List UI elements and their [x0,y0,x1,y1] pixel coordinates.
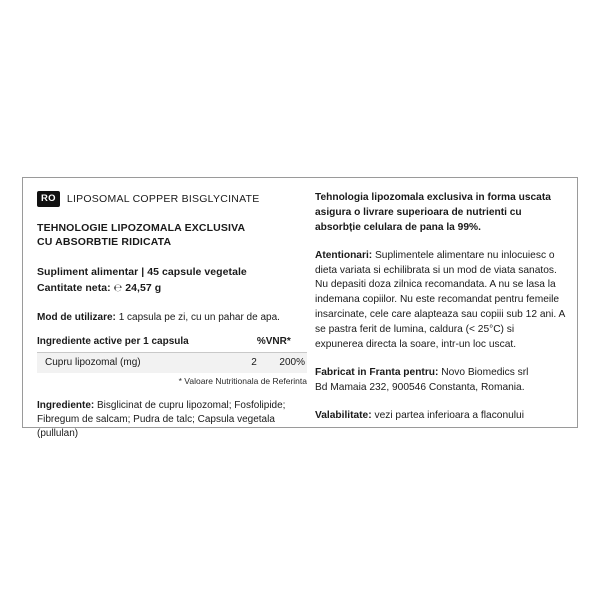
cell-ingredient-vnr: 200% [257,353,307,374]
supplement-format-line: Supliment alimentar | 45 capsule vegetale [37,266,247,279]
usage-label: Mod de utilizare: [37,312,116,324]
technology-paragraph: Tehnologia lipozomala exclusiva in forma uscata asigura o livrare superioara de nutrienti cu absorbție celulara de pana la 99%. [315,192,551,233]
nutrition-table-body [37,353,307,374]
net-quantity-value: 24,57 g [125,281,162,294]
manufacturer-block [315,366,565,396]
usage-directions [37,311,307,325]
product-title-row [37,191,307,207]
column-header-amount [249,336,257,353]
net-quantity-line [37,281,307,297]
nutrition-table [37,336,307,373]
ingredients-label: Ingrediente: [37,400,95,412]
ingredients-section [37,399,307,442]
warnings-text: Suplimentele alimentare nu inlocuiesc o dieta variata si echilibrata si un mod de viata sanatos. Nu depasiti doza zilnica recomandata. A nu se lasa la indemana copiilor. Nu este recomandat pentru femeile insarcinate, cele care alapteaza sau copiii sub 12 ani. A se pastra ferit de lumina, caldura (< 25°C) si expunerea directa la soare, intr-un loc uscat. [315,249,565,351]
ingredients-text: Bisglicinat de cupru lipozomal; Fosfolipide; Fibregum de salcam; Pudra de talc; Capsula vegetala (pullulan) [37,400,286,440]
usage-text: 1 capsula pe zi, cu un pahar de apa. [118,312,280,324]
nutrition-table-head [37,336,307,353]
label-left-column [23,178,315,440]
column-header-ingredient: Ingrediente active per 1 capsula [37,336,249,353]
product-tagline [37,221,307,251]
country-code-badge: RO [37,191,60,207]
table-row [37,353,307,374]
column-header-vnr: %VNR* [257,336,307,353]
cell-ingredient-name: Cupru lipozomal (mg) [37,353,249,374]
vnr-footnote: * Valoare Nutritionala de Referinta [178,376,307,387]
validity-block [315,409,565,424]
estimated-sign-icon: ℮ [113,282,123,294]
package-info [37,265,307,296]
cell-ingredient-amount: 2 [249,353,257,374]
warnings-label: Atentionari: [315,249,373,261]
manufacturer-label: Fabricat in Franta pentru: [315,366,439,378]
validity-label: Valabilitate: [315,409,372,421]
label-right-column [315,178,577,427]
net-quantity-label: Cantitate neta: [37,281,111,294]
validity-text: vezi partea inferioara a flaconului [374,409,524,421]
manufacturer-address: Bd Mamaia 232, 900546 Constanta, Romania. [315,381,525,393]
manufacturer-name: Novo Biomedics srl [441,366,529,378]
supplement-label-card [22,177,578,440]
table-header-row [37,336,307,353]
tagline-line-2: CU ABSORBTIE RIDICATA [37,236,172,249]
tagline-line-1: TEHNOLOGIE LIPOZOMALA EXCLUSIVA [37,221,246,234]
warnings-paragraph [315,249,565,353]
product-name: LIPOSOMAL COPPER BISGLYCINATE [66,192,260,205]
